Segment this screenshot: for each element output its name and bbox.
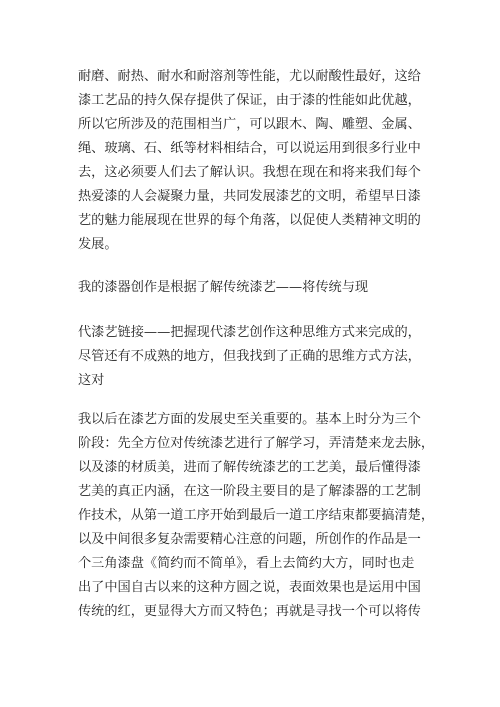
text-line: 传统的红，更显得大方而又特色；再就是寻找一个可以将传 [78, 604, 421, 619]
text-line: 以及漆的材质美，进而了解传统漆艺的工艺美，最后懂得漆 [78, 460, 421, 475]
text-line: 发展。 [78, 237, 118, 252]
text-line: 阶段：先全方位对传统漆艺进行了解学习，弄清楚来龙去脉， [78, 436, 435, 451]
text-line: 尽管还有不成熟的地方，但我找到了正确的思维方式方法， [78, 349, 421, 364]
text-line: 以及中间很多复杂需要精心注意的问题，所创作的作品是一 [78, 532, 421, 547]
text-line: 耐磨、耐热、耐水和耐溶剂等性能，尤以耐酸性最好，这给 [78, 69, 421, 84]
text-line: 绳、玻璃、石、纸等材料相结合，可以说运用到很多行业中 [78, 141, 421, 156]
text-line: 出了中国自古以来的这种方圆之说，表面效果也是运用中国 [78, 580, 421, 595]
text-line: 我的漆器创作是根据了解传统漆艺——将传统与现 [78, 280, 369, 295]
text-line: 热爱漆的人会凝聚力量，共同发展漆艺的文明，希望早日漆 [78, 189, 421, 204]
text-line: 艺的魅力能展现在世界的每个角落，以促使人类精神文明的 [78, 213, 421, 228]
paragraph-creation-basis [78, 276, 438, 300]
text-line: 艺美的真正内涵，在这一阶段主要目的是了解漆器的工艺制 [78, 484, 421, 499]
text-line: 作技术，从第一道工序开始到最后一道工序结束都要搞清楚， [78, 508, 435, 523]
text-line: 所以它所涉及的范围相当广，可以跟木、陶、雕塑、金属、 [78, 117, 421, 132]
text-line: 我以后在漆艺方面的发展史至关重要的。基本上时分为三个 [78, 412, 421, 427]
text-line: 这对 [78, 373, 105, 388]
text-line: 漆工艺品的持久保存提供了保证，由于漆的性能如此优越， [78, 93, 421, 108]
paragraph-modern-link [78, 321, 438, 393]
text-line: 代漆艺链接——把握现代漆艺创作这种思维方式来完成的， [78, 325, 421, 340]
paragraph-development-stages [78, 408, 438, 624]
paragraph-lacquer-properties [78, 65, 438, 257]
text-line: 个三角漆盘《简约而不简单》，看上去简约大方，同时也走 [78, 556, 415, 571]
text-line: 去，这必须要人们去了解认识。我想在现在和将来我们每个 [78, 165, 421, 180]
